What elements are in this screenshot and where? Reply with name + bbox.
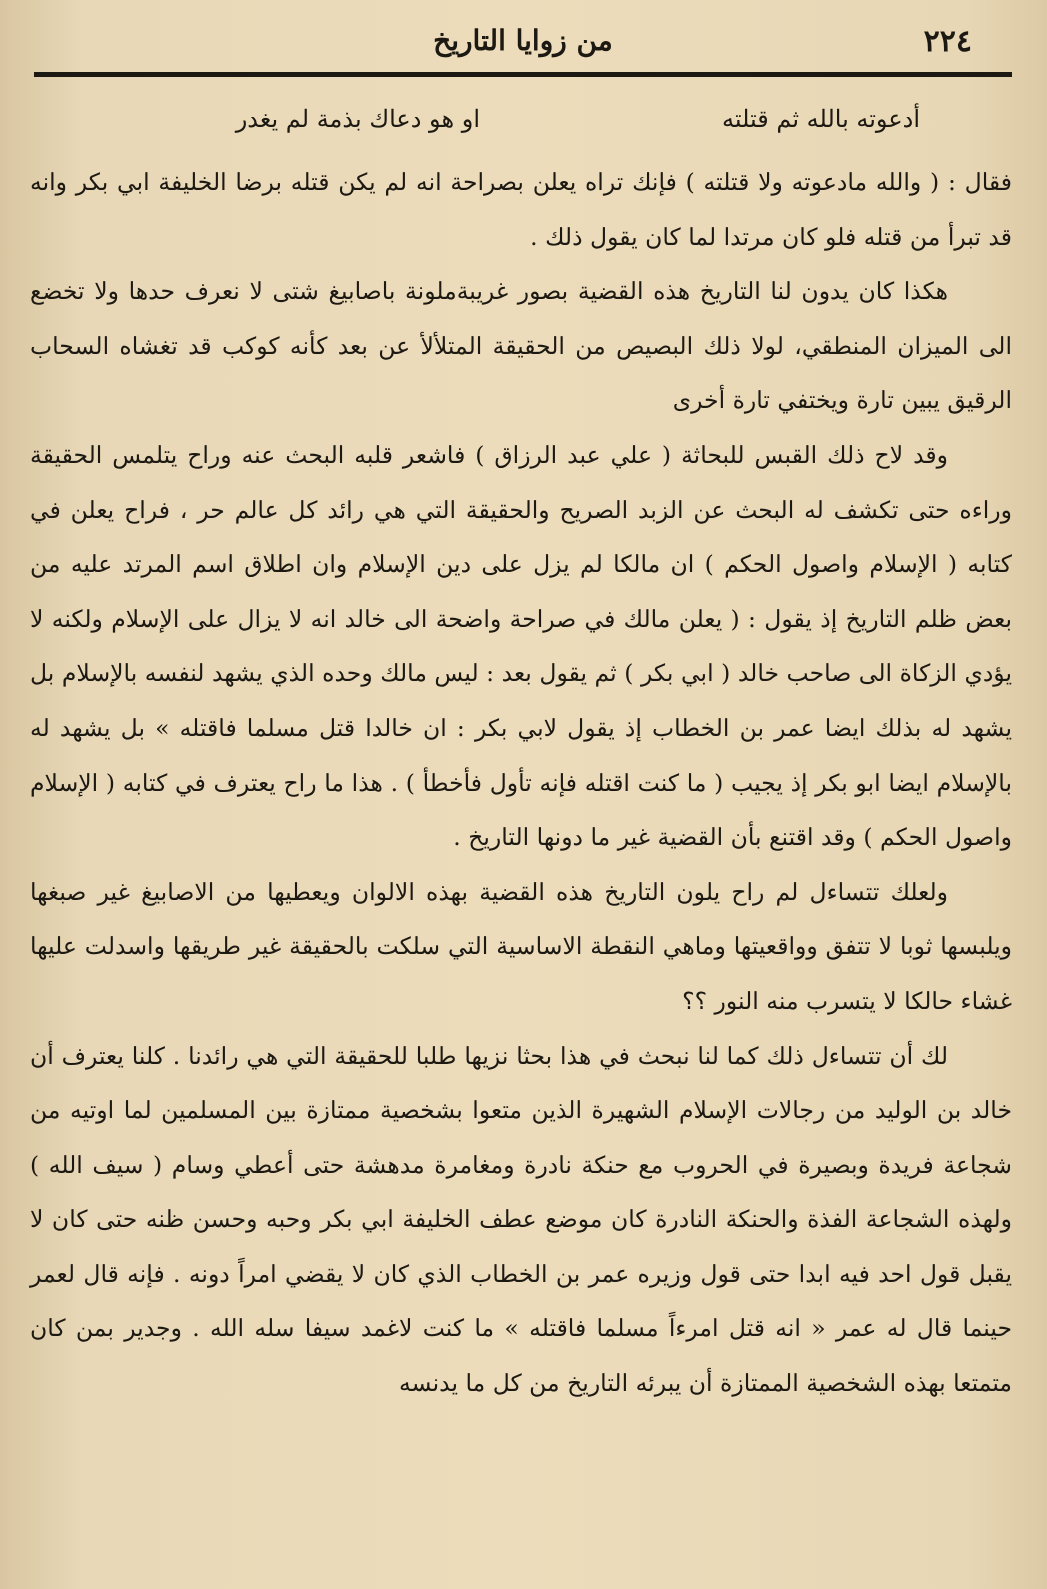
paragraph: لك أن تتساءل ذلك كما لنا نبحث في هذا بحثا نزيها طلبا للحقيقة التي هي رائدنا . كلنا يعترف أن خالد بن الوليد من رجالات الإسلام الشهيرة الذين متعوا بشخصية ممتازة بين المسلمين لما اوتيه من شجاعة فريدة وبصيرة في الحروب مع حنكة نادرة ومغامرة مدهشة حتى أعطي وسام ( سيف الله ) ولهذه الشجاعة الفذة والحنكة النادرة كان موضع عطف الخليفة ابي بكر وحبه وحسن ظنه حتى كان لا يقبل قول احد فيه ابدا حتى قول وزيره عمر بن الخطاب الذي كان لا يقضي امراً دونه . فإنه قال لعمر حينما قال له عمر « انه قتل امرءاً مسلما فاقتله » ما كنت لاغمد سيفا سله الله . وجدير بمن كان متمتعا بهذه الشخصية الممتازة أن يبرئه التاريخ من كل ما يدنسه (30, 1041, 1012, 1398)
paragraph: ولعلك تتساءل لم راح يلون التاريخ هذه القضية بهذه الالوان ويعطيها من الاصابيغ غير صبغها ويلبسها ثوبا لا تتفق وواقعيتها وماهي النقطة الاساسية التي سلكت بالحقيقة غير طريقها واسدلت عليها غشاء حالكا لا يتسرب منه النور ؟؟ (30, 877, 1012, 1015)
verse-hemistich-first: أدعوته بالله ثم قتلته (721, 105, 920, 133)
body-text (30, 155, 1012, 1411)
paragraph: وقد لاح ذلك القبس للبحاثة ( علي عبد الرزاق ) فاشعر قلبه البحث عنه وراح يتلمس الحقيقة وراءه حتى تكشف له البحث عن الزبد الصريح والحقيقة التي هي رائد كل عالم حر ، فراح يعلن في كتابه ( الإسلام واصول الحكم ) ان مالكا لم يزل على دين الإسلام وان اطلاق اسم المرتد عليه من بعض ظلم التاريخ إذ يقول : ( يعلن مالك في صراحة واضحة الى خالد انه لا يزال على الإسلام ولكنه لا يؤدي الزكاة الى صاحب خالد ( ابي بكر ) ثم يقول بعد : ليس مالك وحده الذي يشهد لنفسه بالإسلام بل يشهد له بذلك ايضا عمر بن الخطاب إذ يقول لابي بكر : ان خالدا قتل مسلما فاقتله » بل يشهد له بالإسلام ايضا ابو بكر إذ يجيب ( ما كنت اقتله فإنه تأول فأخطأ ) . هذا ما راح يعترف في كتابه ( الإسلام واصول الحكم ) وقد اقتنع بأن القضية غير ما دونها التاريخ . (30, 440, 1012, 852)
verse-hemistich-second: او هو دعاك بذمة لم يغدر (235, 105, 480, 133)
poetry-verse (100, 105, 920, 149)
paragraph: فقال : ( والله مادعوته ولا قتلته ) فإنك تراه يعلن بصراحة انه لم يكن قتله برضا الخليفة ابي بكر وانه قد تبرأ من قتله فلو كان مرتدا لما كان يقول ذلك . (30, 168, 1012, 251)
running-title: من زوايا التاريخ (433, 24, 613, 57)
page-header (34, 18, 1012, 66)
paragraph: هكذا كان يدون لنا التاريخ هذه القضية بصور غريبةملونة باصابيغ شتى لا نعرف حدها ولا تخضع الى الميزان المنطقي، لولا ذلك البصيص من الحقيقة المتلألأ عن بعد كأنه كوكب قد تغشاه السحاب الرقيق يبين تارة ويختفي تارة أخرى (30, 277, 1012, 415)
header-rule (34, 72, 1012, 77)
page-number: ٢٢٤ (923, 24, 972, 59)
